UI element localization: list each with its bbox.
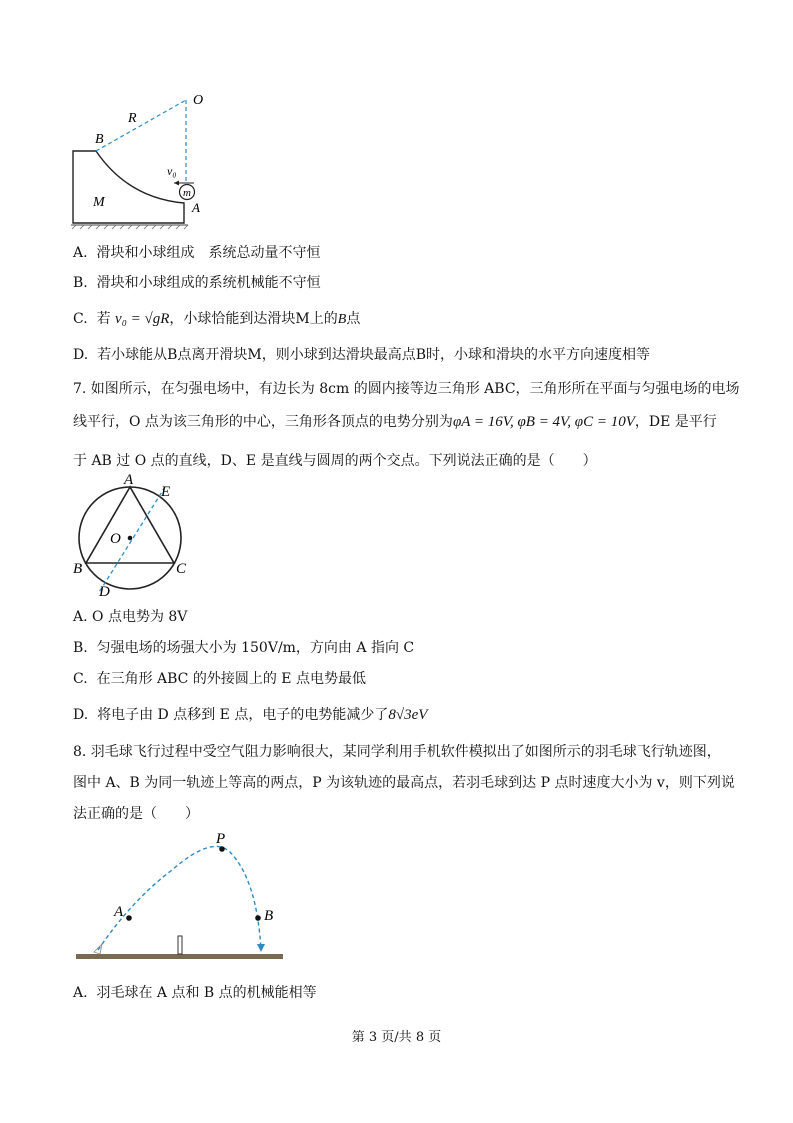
label-P: P xyxy=(216,831,226,847)
label-B: B xyxy=(264,908,274,924)
q7-option-b: B. 匀强电场的场强大小为 150V/m，方向由 A 指向 C xyxy=(73,640,415,656)
q7-stem-line1: 7. 如图所示，在匀强电场中，有边长为 8cm 的圆内接等边三角形 ABC，三角形所在平面与匀强电场的电场 xyxy=(73,381,740,397)
label-A: A xyxy=(114,904,124,920)
q7-stem-line2: 线平行，O 点为该三角形的中心，三角形各顶点的电势分别为φA = 16V, φB = 4V, φC = 10V，DE 是平行 xyxy=(73,414,717,430)
label-B: B xyxy=(95,132,104,147)
figure-trajectory xyxy=(72,830,292,965)
label-O: O xyxy=(110,531,121,547)
label-C: C xyxy=(176,561,187,577)
label-m: m xyxy=(183,187,191,199)
q8-stem-line2: 图中 A、B 为同一轨迹上等高的两点，P 为该轨迹的最高点，若羽毛球到达 P 点时速度大小为 v，则下列说 xyxy=(73,775,735,791)
label-A: A xyxy=(192,200,200,215)
label-D: D xyxy=(99,584,110,600)
formula-potentials: φA = 16V, φB = 4V, φC = 10V xyxy=(452,414,635,430)
label-O: O xyxy=(193,93,204,108)
page-footer: 第 3 页/共 8 页 xyxy=(351,1030,442,1045)
formula-v0: v₀ = √gR xyxy=(115,311,170,327)
q8-stem-line3: 法正确的是（ ） xyxy=(73,806,199,822)
q7-option-d: D. 将电子由 D 点移到 E 点，电子的电势能减少了8√3eV xyxy=(73,707,428,723)
q8-stem-line1: 8. 羽毛球飞行过程中受空气阻力影响很大，某同学利用手机软件模拟出了如图所示的羽毛球飞行轨迹图， xyxy=(73,744,721,760)
q7-stem-line3: 于 AB 过 O 点的直线，D、E 是直线与圆周的两个交点。下列说法正确的是（ ） xyxy=(73,453,597,469)
q6-option-b: B. 滑块和小球组成的系统机械能不守恒 xyxy=(73,275,321,291)
label-E: E xyxy=(161,484,171,500)
figure-slider-track xyxy=(68,88,218,230)
q6-option-c: C. 若 v₀ = √gR，小球恰能到达滑块M上的B点 xyxy=(73,311,361,327)
q6-option-d: D. 若小球能从B点离开滑块M，则小球到达滑块最高点B时，小球和滑块的水平方向速度相等 xyxy=(73,347,651,363)
figure-circle-triangle xyxy=(68,470,198,600)
label-v0: v₀ xyxy=(167,164,177,178)
label-M: M xyxy=(93,195,105,210)
q7-option-a: A. O 点电势为 8V xyxy=(73,609,188,625)
q6-option-a: A. 滑块和小球组成 系统总动量不守恒 xyxy=(73,245,321,261)
formula-energy: 8√3eV xyxy=(388,707,428,723)
q8-option-a: A. 羽毛球在 A 点和 B 点的机械能相等 xyxy=(73,985,317,1001)
label-A: A xyxy=(124,472,134,488)
q7-option-c: C. 在三角形 ABC 的外接圆上的 E 点电势最低 xyxy=(73,671,366,687)
label-B: B xyxy=(73,561,83,577)
label-R: R xyxy=(128,111,137,126)
